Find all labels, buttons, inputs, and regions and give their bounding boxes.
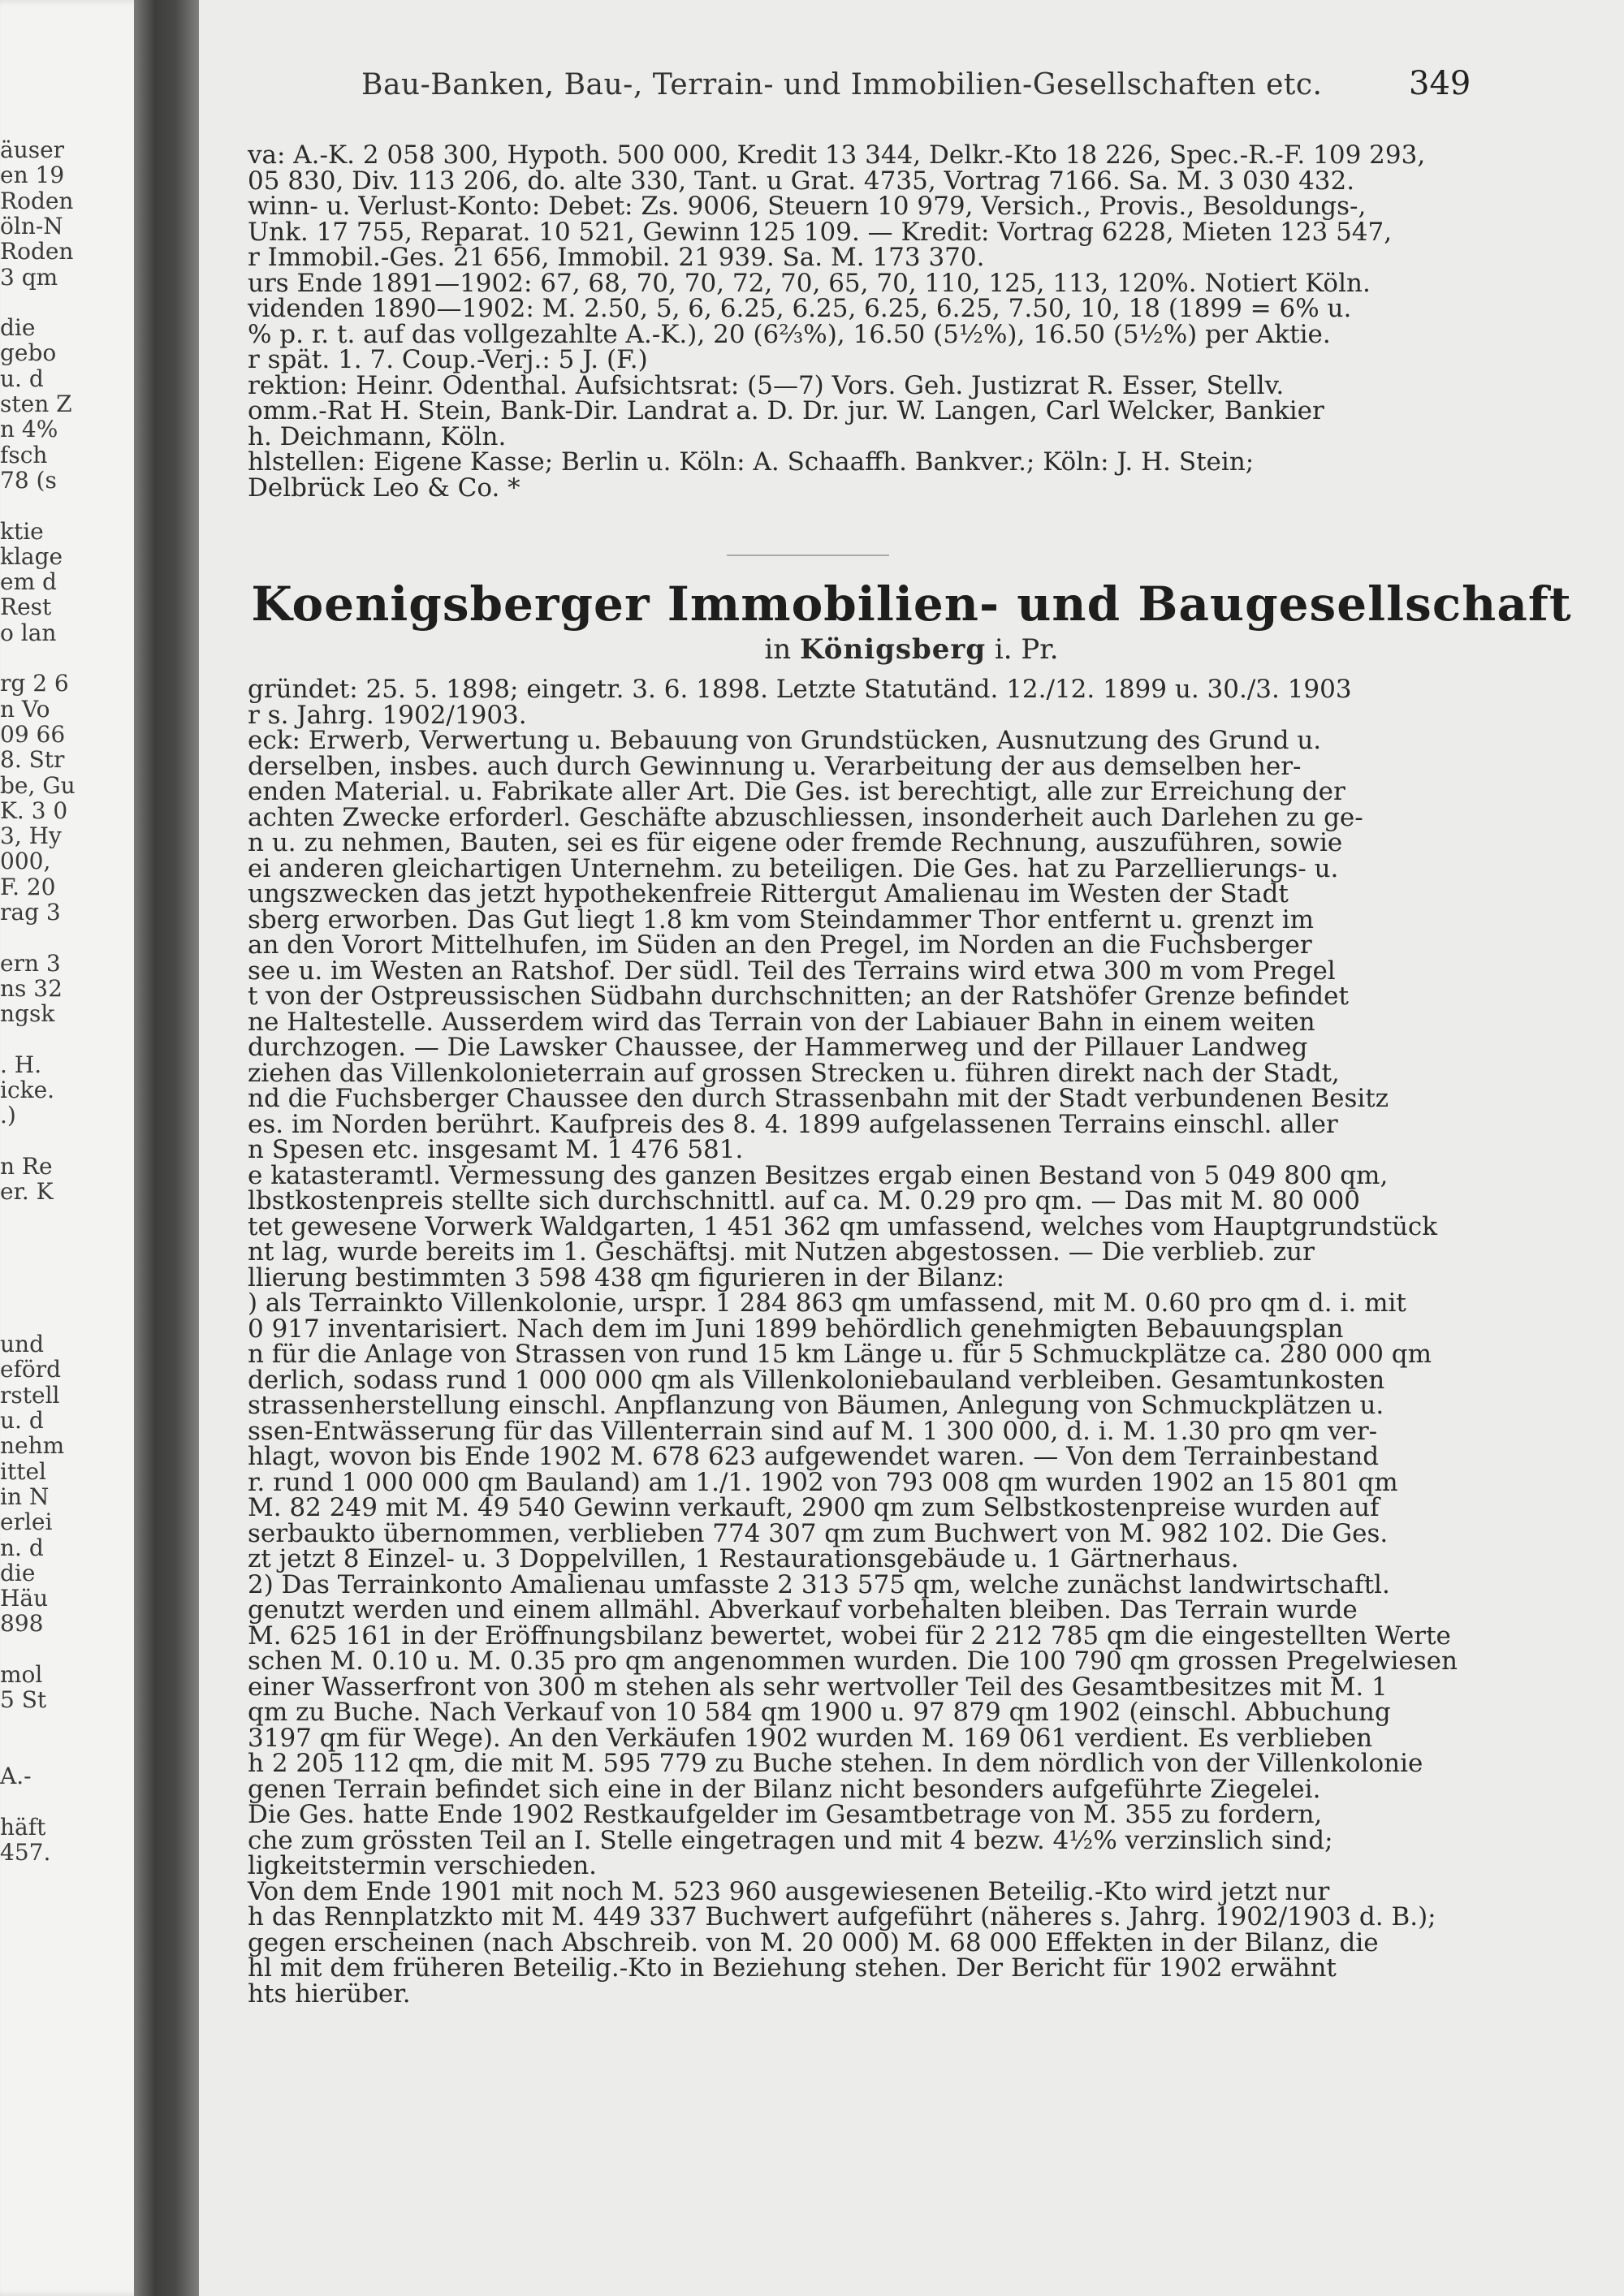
text-line: videnden 1890—1902: M. 2.50, 5, 6, 6.25, 6.25, 6.25, 6.25, 7.50, 10, 18 (1899 = 6% u. <box>248 294 1352 323</box>
text-line: hlagt, wovon bis Ende 1902 M. 678 623 aufgewendet waren. — Von dem Terrainbestand <box>248 1442 1380 1471</box>
text-line: r. rund 1 000 000 qm Bauland) am 1./1. 1902 von 793 008 qm wurden 1902 an 15 801 qm <box>248 1467 1398 1497</box>
text-line: hts hierüber. <box>248 1979 411 2009</box>
left-page-fragment: 8. Str <box>0 746 65 774</box>
page-number: 349 <box>1409 65 1471 102</box>
text-line: strassenherstellung einschl. Anpflanzung von Bäumen, Anlegung von Schmuckplätzen u. <box>248 1391 1384 1420</box>
text-line: M. 82 249 mit M. 49 540 Gewinn verkauft, 2900 qm zum Selbstkostenpreise wurden auf <box>248 1493 1380 1522</box>
left-page-fragment: Roden <box>0 187 74 214</box>
left-page-fragment: mol <box>0 1661 43 1688</box>
text-line: M. 625 161 in der Eröffnungsbilanz bewertet, wobei für 2 212 785 qm die eingestellten Werte <box>248 1621 1451 1651</box>
left-page-fragment: F. 20 <box>0 873 56 900</box>
text-line: Unk. 17 755, Reparat. 10 521, Gewinn 125 109. — Kredit: Vortrag 6228, Mieten 123 547, <box>248 217 1393 247</box>
text-line: derselben, insbes. auch durch Gewinnung u. Verarbeitung der aus demselben her- <box>248 751 1302 781</box>
left-page-fragment: em d <box>0 568 57 596</box>
text-line: nd die Fuchsberger Chaussee den durch Strassenbahn mit der Stadt verbundenen Besitz <box>248 1084 1389 1113</box>
left-page-fragment: in N <box>0 1482 50 1510</box>
text-line: va: A.-K. 2 058 300, Hypoth. 500 000, Kredit 13 344, Delkr.-Kto 18 226, Spec.-R.-F. 109 293, <box>248 140 1426 170</box>
left-page-fragment: erlei <box>0 1508 53 1536</box>
text-line: ligkeitstermin verschieden. <box>248 1851 598 1880</box>
page-header <box>199 65 1624 106</box>
text-line: ziehen das Villenkolonieterrain auf grossen Strecken u. führen direkt nach der Stadt, <box>248 1058 1340 1088</box>
left-page-fragment: A.- <box>0 1763 32 1790</box>
left-page-fragment: 78 (s <box>0 466 57 494</box>
left-page-fragment: . H. <box>0 1051 42 1078</box>
text-line: lbstkostenpreis stellte sich durchschnittl. auf ca. M. 0.29 pro qm. — Das mit M. 80 000 <box>248 1186 1361 1215</box>
text-line: an den Vorort Mittelhufen, im Süden an den Pregel, im Norden an die Fuchsberger <box>248 930 1312 960</box>
text-line: see u. im Westen an Ratshof. Der südl. Teil des Terrains wird etwa 300 m vom Pregel <box>248 956 1336 986</box>
text-line: r spät. 1. 7. Coup.-Verj.: 5 J. (F.) <box>248 345 648 374</box>
text-line: hlstellen: Eigene Kasse; Berlin u. Köln: A. Schaaffh. Bankver.; Köln: J. H. Stein; <box>248 447 1255 477</box>
left-page-fragment: und <box>0 1331 44 1358</box>
text-line: durchzogen. — Die Lawsker Chaussee, der Hammerweg und der Pillauer Landweg <box>248 1033 1308 1062</box>
company-body <box>248 677 1522 2007</box>
left-page-fragment: n. d <box>0 1534 44 1561</box>
text-line: nt lag, wurde bereits im 1. Geschäftsj. mit Nutzen abgestossen. — Die verblieb. zur <box>248 1237 1315 1267</box>
text-line: qm zu Buche. Nach Verkauf von 10 584 qm 1900 u. 97 879 qm 1902 (einschl. Abbuchung <box>248 1698 1391 1727</box>
running-title: Bau-Banken, Bau-, Terrain- und Immobilien-Gesellschaften etc. <box>361 68 1323 101</box>
text-line: che zum grössten Teil an I. Stelle eingetragen und mit 4 bezw. 4½% verzinslich sind; <box>248 1825 1333 1855</box>
text-line: achten Zwecke erforderl. Geschäfte abzuschliessen, insonderheit auch Darlehen zu ge- <box>248 802 1363 832</box>
company-location: Königsberg <box>799 633 987 666</box>
left-page-fragment: n Vo <box>0 695 50 723</box>
text-line: llierung bestimmten 3 598 438 qm figurieren in der Bilanz: <box>248 1262 1005 1293</box>
text-line: e katasteramtl. Vermessung des ganzen Besitzes ergab einen Bestand von 5 049 800 qm, <box>248 1160 1389 1190</box>
text-line: einer Wasserfront von 300 m stehen als sehr wertvoller Teil des Gesamtbesitzes mit M. 1 <box>248 1672 1388 1702</box>
left-page-fragment: ktie <box>0 517 44 545</box>
left-page-fragment: en 19 <box>0 162 65 189</box>
text-line: r s. Jahrg. 1902/1903. <box>248 700 527 730</box>
text-line: 0 917 inventarisiert. Nach dem im Juni 1899 behördlich genehmigten Bebauungsplan <box>248 1314 1344 1344</box>
left-page-fragment: gebo <box>0 339 57 367</box>
text-line: r Immobil.-Ges. 21 656, Immobil. 21 939. Sa. M. 173 370. <box>248 243 985 272</box>
left-page-fragment: häft <box>0 1813 46 1841</box>
text-line: h 2 205 112 qm, die mit M. 595 779 zu Buche stehen. In dem nördlich von der Villenkolonie <box>248 1749 1423 1778</box>
text-line: gründet: 25. 5. 1898; eingetr. 3. 6. 1898. Letzte Statutänd. 12./12. 1899 u. 30./3. 1903 <box>248 675 1352 704</box>
left-page-fragment: n Re <box>0 1153 53 1180</box>
text-line: n u. zu nehmen, Bauten, sei es für eigene oder fremde Rechnung, auszuführen, sowie <box>248 828 1343 857</box>
text-line: eck: Erwerb, Verwertung u. Bebauung von Grundstücken, Ausnutzung des Grund u. <box>248 726 1322 755</box>
text-line: ei anderen gleichartigen Unternehm. zu beteiligen. Die Ges. hat zu Parzellierungs- u. <box>248 853 1339 883</box>
page <box>199 0 1624 2296</box>
text-line: es. im Norden berührt. Kaufpreis des 8. 4. 1899 aufgelassenen Terrains einschl. aller <box>248 1109 1338 1139</box>
left-page-fragment: 898 <box>0 1610 44 1638</box>
text-line: enden Material. u. Fabrikate aller Art. Die Ges. ist berechtigt, alle zur Erreichung der <box>248 777 1345 806</box>
left-page-fragment: 3, Hy <box>0 822 62 850</box>
text-line: winn- u. Verlust-Konto: Debet: Zs. 9006, Steuern 10 979, Versich., Provis., Besoldungs-, <box>248 192 1367 221</box>
text-line: ne Haltestelle. Ausserdem wird das Terrain von der Labiauer Bahn in einem weiten <box>248 1007 1315 1037</box>
text-line: ungszwecken das jetzt hypothekenfreie Rittergut Amalienau im Westen der Stadt <box>248 879 1289 908</box>
company-heading <box>199 576 1624 666</box>
left-page-fragment: 000, <box>0 848 51 875</box>
left-page-fragment: rg 2 6 <box>0 670 69 697</box>
text-line: gegen erscheinen (nach Abschreib. von M. 20 000) M. 68 000 Effekten in der Bilanz, die <box>248 1927 1379 1957</box>
left-page-fragment: icke. <box>0 1077 55 1104</box>
text-line: ) als Terrainkto Villenkolonie, urspr. 1 284 863 qm umfassend, mit M. 0.60 pro qm d. i. mit <box>248 1288 1406 1318</box>
text-line: omm.-Rat H. Stein, Bank-Dir. Landrat a. D. Dr. jur. W. Langen, Carl Welcker, Bankier <box>248 396 1324 425</box>
left-page-fragment: eförd <box>0 1356 62 1383</box>
left-page-fragment: fsch <box>0 441 48 468</box>
text-line: t von der Ostpreussischen Südbahn durchschnitten; an der Ratshöfer Grenze befindet <box>248 982 1349 1011</box>
text-line: h. Deichmann, Köln. <box>248 421 507 451</box>
left-page-fragment: Roden <box>0 238 74 265</box>
left-page-fragment: sten Z <box>0 391 72 417</box>
left-page-strip <box>0 0 153 2296</box>
left-page-fragment: ns 32 <box>0 974 63 1002</box>
left-page-fragment: die <box>0 1559 36 1586</box>
left-page-fragment: n 4% <box>0 416 58 443</box>
left-page-fragment: Rest <box>0 593 52 621</box>
left-page-fragment: .) <box>0 1102 16 1129</box>
left-page-fragment: ngsk <box>0 1000 55 1028</box>
left-page-fragment: 3 qm <box>0 263 58 291</box>
text-line: Von dem Ende 1901 mit noch M. 523 960 ausgewiesenen Beteilig.-Kto wird jetzt nur <box>248 1876 1330 1906</box>
text-line: n Spesen etc. insgesamt M. 1 476 581. <box>248 1135 744 1164</box>
previous-entry <box>248 140 1522 503</box>
left-page-fragment: öln-N <box>0 212 63 240</box>
text-line: Delbrück Leo & Co. * <box>248 473 520 503</box>
text-line: h das Rennplatzkto mit M. 449 337 Buchwert aufgeführt (näheres s. Jahrg. 1902/1903 d. B.); <box>248 1902 1436 1931</box>
text-line: schen M. 0.10 u. M. 0.35 pro qm angenommen wurden. Die 100 790 qm grossen Pregelwiesen <box>248 1646 1458 1676</box>
left-page-fragment: 5 St <box>0 1686 47 1714</box>
text-line: ssen-Entwässerung für das Villenterrain sind auf M. 1 300 000, d. i. M. 1.30 pro qm ver- <box>248 1416 1378 1446</box>
text-line: urs Ende 1891—1902: 67, 68, 70, 70, 72, 70, 65, 70, 110, 125, 113, 120%. Notiert Köln. <box>248 268 1371 298</box>
left-page-fragment: u. d <box>0 365 44 392</box>
location-prefix: in <box>764 633 792 666</box>
company-location-line <box>199 633 1624 666</box>
text-line: derlich, sodass rund 1 000 000 qm als Villenkoloniebauland verbleiben. Gesamtunkosten <box>248 1365 1385 1395</box>
left-page-fragment: die <box>0 314 36 342</box>
text-line: 05 830, Div. 113 206, do. alte 330, Tant. u Grat. 4735, Vortrag 7166. Sa. M. 3 030 432. <box>248 166 1355 196</box>
left-page-fragment: ittel <box>0 1457 46 1485</box>
text-line: % p. r. t. auf das vollgezahlte A.-K.), 20 (6⅔%), 16.50 (5½%), 16.50 (5½%) per Aktie. <box>248 319 1331 349</box>
left-page-fragment: Häu <box>0 1585 49 1612</box>
left-page-fragment: o lan <box>0 619 57 646</box>
left-page-fragment: u. d <box>0 1407 44 1434</box>
text-line: genen Terrain befindet sich eine in der Bilanz nicht besonders aufgeführte Ziegelei. <box>248 1774 1321 1804</box>
left-page-fragment: äuser <box>0 136 65 163</box>
left-page-fragment: rstell <box>0 1381 60 1409</box>
text-line: genutzt werden und einem allmähl. Abverkauf vorbehalten bleiben. Das Terrain wurde <box>248 1595 1358 1625</box>
text-line: 2) Das Terrainkonto Amalienau umfasste 2 313 575 qm, welche zunächst landwirtschaftl. <box>248 1569 1390 1599</box>
text-line: zt jetzt 8 Einzel- u. 3 Doppelvillen, 1 Restaurationsgebäude u. 1 Gärtnerhaus. <box>248 1544 1239 1573</box>
left-page-fragment: ern 3 <box>0 949 61 977</box>
text-line: sberg erworben. Das Gut liegt 1.8 km vom Steindammer Thor entfernt u. grenzt im <box>248 904 1315 934</box>
left-page-fragment: K. 3 0 <box>0 796 68 824</box>
text-line: Die Ges. hatte Ende 1902 Restkaufgelder im Gesamtbetrage von M. 355 zu fordern, <box>248 1800 1323 1829</box>
left-page-fragment: 09 66 <box>0 720 66 748</box>
left-page-fragment: er. K <box>0 1178 54 1206</box>
left-page-fragment: rag 3 <box>0 899 61 926</box>
text-line: tet gewesene Vorwerk Waldgarten, 1 451 362 qm umfassend, welches vom Hauptgrundstück <box>248 1211 1438 1241</box>
location-suffix: i. Pr. <box>994 633 1059 666</box>
text-line: serbaukto übernommen, verblieben 774 307 qm zum Buchwert von M. 982 102. Die Ges. <box>248 1518 1389 1548</box>
company-name: Koenigsberger Immobilien- und Baugesellschaft <box>251 576 1572 632</box>
left-page-fragment: klage <box>0 542 63 570</box>
separator-rule <box>727 555 889 556</box>
book-spine <box>134 0 204 2296</box>
text-line: hl mit dem früheren Beteilig.-Kto in Beziehung stehen. Der Bericht für 1902 erwähnt <box>248 1953 1337 1983</box>
text-line: rektion: Heinr. Odenthal. Aufsichtsrat: (5—7) Vors. Geh. Justizrat R. Esser, Stellv. <box>248 370 1285 400</box>
text-line: 3197 qm für Wege). An den Verkäufen 1902 wurden M. 169 061 verdient. Es verblieben <box>248 1723 1373 1753</box>
left-page-fragment: nehm <box>0 1432 65 1460</box>
left-page-fragment: 457. <box>0 1839 51 1867</box>
text-line: n für die Anlage von Strassen von rund 15 km Länge u. für 5 Schmuckplätze ca. 280 000 qm <box>248 1340 1432 1369</box>
left-page-fragment: be, Gu <box>0 771 76 799</box>
